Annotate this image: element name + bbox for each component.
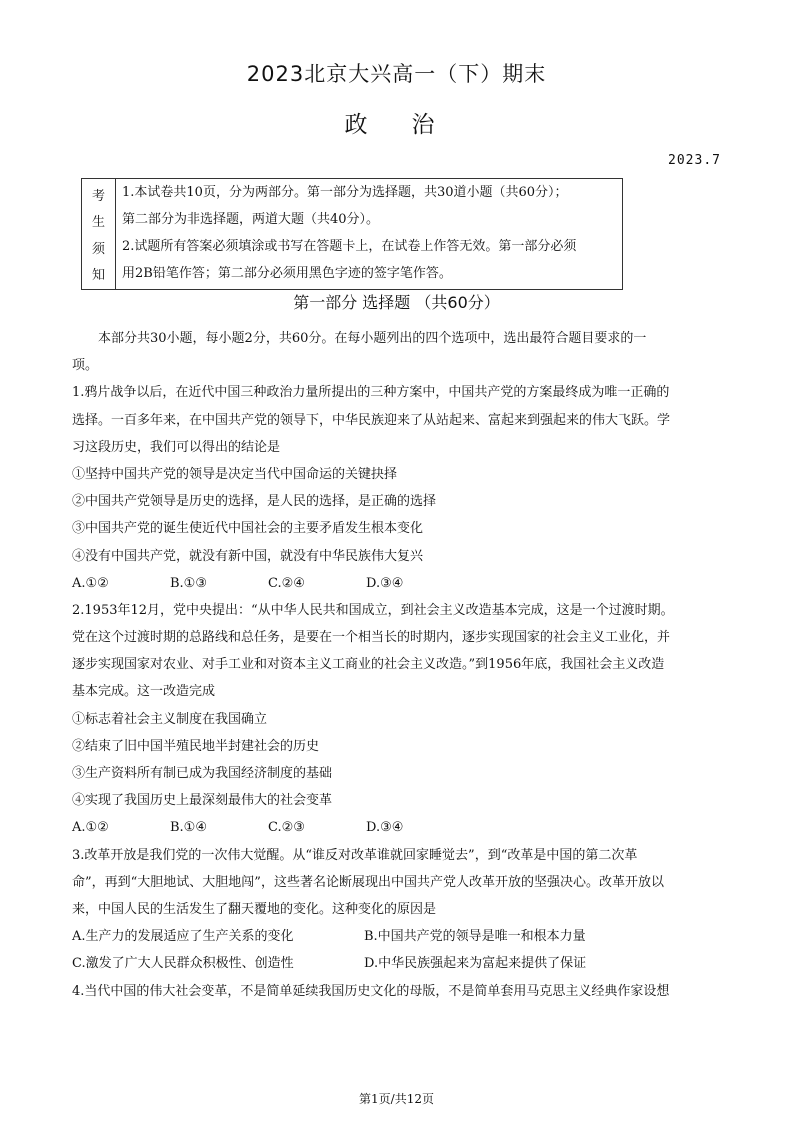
option-c: C.②③ (268, 820, 305, 836)
notice-line: 用2B铅笔作答；第二部分必须用黑色字迹的签字笔作答。 (122, 266, 452, 281)
notice-line: 1.本试卷共10页，分为两部分。第一部分为选择题，共30道小题（共60分）； (122, 185, 568, 200)
exam-notice-box (81, 178, 623, 290)
question-2-statement: ④实现了我国历史上最深刻最伟大的社会变革 (72, 793, 333, 809)
option-b: B.①④ (170, 820, 207, 836)
page-footer: 第1页/共12页 (359, 1092, 434, 1106)
question-3-stem: 3.改革开放是我们党的一次伟大觉醒。从“谁反对改革谁就回家睡觉去”，到“改革是中国的第二次革 (72, 847, 638, 863)
option-a: A.①② (72, 820, 109, 836)
question-1-stem: 1.鸦片战争以后，在近代中国三种政治力量所提出的三种方案中，中国共产党的方案最终成为唯一正确的 (72, 385, 670, 401)
question-1-statement: ①坚持中国共产党的领导是决定当代中国命运的关键抉择 (72, 466, 398, 482)
section-intro: 本部分共30小题，每小题2分，共60分。在每小题列出的四个选项中，选出最符合题目要求的一 (98, 331, 647, 346)
notice-label-char: 须 (91, 241, 105, 257)
exam-date: 2023.7 (668, 153, 721, 168)
question-2-stem: 基本完成。这一改造完成 (72, 684, 216, 700)
question-2-statement: ③生产资料所有制已成为我国经济制度的基础 (72, 766, 333, 781)
option-a: A.①② (72, 575, 109, 591)
question-1-stem: 习这段历史，我们可以得出的结论是 (72, 439, 281, 455)
notice-body (116, 179, 622, 289)
exam-title: 2023北京大兴高一（下）期末 (246, 62, 547, 86)
question-1-options (72, 570, 722, 597)
question-3-stem: 命”，再到“大胆地试、大胆地闯”，这些著名论断展现出中国共产党人改革开放的坚强决心。改革开放以 (72, 874, 664, 890)
section-intro: 项。 (72, 358, 99, 374)
question-3-options-row (72, 923, 722, 950)
option-c: C.②④ (268, 575, 305, 591)
option-b: B.中国共产党的领导是唯一和根本力量 (364, 929, 586, 945)
option-b: B.①③ (170, 575, 207, 591)
notice-label-char: 知 (91, 268, 105, 284)
exam-subject: 政治 (344, 112, 479, 138)
question-1-stem: 选择。一百多年来，在中国共产党的领导下，中华民族迎来了从站起来、富起来到强起来的伟大飞跃。学 (72, 412, 671, 428)
question-4-stem: 4.当代中国的伟大社会变革，不是简单延续我国历史文化的母版，不是简单套用马克思主义经典作家设想 (72, 983, 670, 999)
option-d: D.③④ (366, 575, 404, 591)
question-1-statement: ③中国共产党的诞生使近代中国社会的主要矛盾发生根本变化 (72, 521, 424, 537)
question-2-statement: ①标志着社会主义制度在我国确立 (72, 711, 268, 727)
question-2-options (72, 814, 722, 841)
option-a: A.生产力的发展适应了生产关系的变化 (72, 929, 294, 945)
question-3-options-row (72, 950, 722, 977)
question-2-stem: 2.1953年12月，党中央提出：“从中华人民共和国成立，到社会主义改造基本完成，这是一个过渡时期。 (72, 602, 674, 618)
question-1-statement: ②中国共产党领导是历史的选择，是人民的选择，是正确的选择 (72, 494, 437, 510)
option-c: C.激发了广大人民群众积极性、创造性 (72, 956, 294, 972)
question-1-statement: ④没有中国共产党，就没有新中国，就没有中华民族伟大复兴 (72, 548, 424, 564)
section-title: 第一部分 选择题 （共60分） (293, 293, 500, 312)
notice-line: 2.试题所有答案必须填涂或书写在答题卡上，在试卷上作答无效。第一部分必须 (122, 239, 577, 254)
question-2-statement: ②结束了旧中国半殖民地半封建社会的历史 (72, 738, 320, 754)
notice-line: 第二部分为非选择题，两道大题（共40分）。 (122, 212, 380, 227)
question-content (72, 325, 722, 1005)
option-d: D.中华民族强起来为富起来提供了保证 (364, 956, 587, 972)
question-2-stem: 党在这个过渡时期的总路线和总任务，是要在一个相当长的时期内，逐步实现国家的社会主义工业化，并 (72, 630, 671, 646)
notice-label (82, 179, 116, 289)
question-3-stem: 来，中国人民的生活发生了翻天覆地的变化。这种变化的原因是 (72, 901, 437, 917)
notice-label-char: 考 (91, 188, 105, 204)
notice-label-char: 生 (91, 215, 105, 231)
question-2-stem: 逐步实现国家对农业、对手工业和对资本主义工商业的社会主义改造。”到1956年底，我国社会主义改造 (72, 657, 665, 673)
option-d: D.③④ (366, 820, 404, 836)
